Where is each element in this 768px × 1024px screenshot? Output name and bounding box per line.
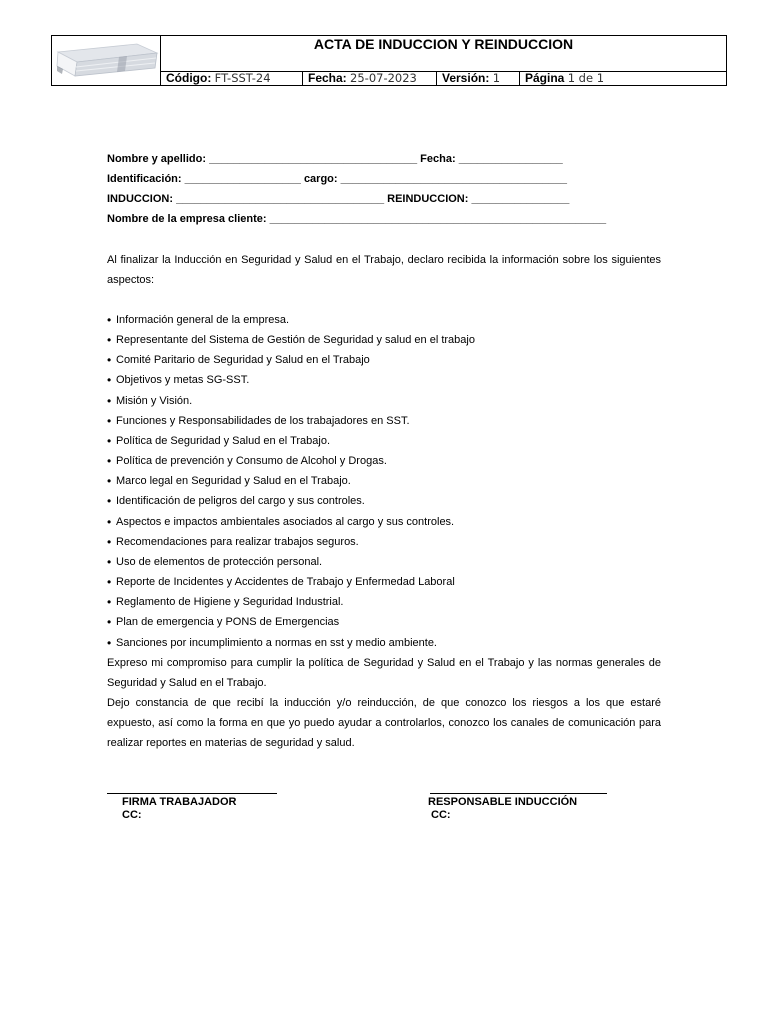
list-item: • Uso de elementos de protección personal. <box>107 552 661 572</box>
acknowledgement-paragraph: Dejo constancia de que recibí la inducción y/o reinducción, de que conozco los riesgos a los que estaré expuesto, así como la forma en que yo puedo ayudar a controlarlos, conozco los canales de comunicación para realizar reportes en materias de seguridad y salud. <box>107 696 661 750</box>
version-label: Versión: <box>442 72 490 85</box>
personal-data-form <box>107 149 606 229</box>
form-row-induction <box>107 189 606 209</box>
worker-signature-line <box>107 793 277 794</box>
position-blank: _____________________________________ <box>340 173 567 185</box>
code-label: Código: <box>166 72 212 85</box>
date-label: Fecha: <box>308 72 347 85</box>
code-cell <box>161 72 302 85</box>
client-company-blank: _______________________________________________________ <box>269 213 607 225</box>
date-field-blank: _________________ <box>458 153 563 165</box>
form-row-identification <box>107 169 606 189</box>
date-cell <box>302 72 436 85</box>
version-value: 1 <box>492 72 501 85</box>
list-item: • Marco legal en Seguridad y Salud en el Trabajo. <box>107 471 661 491</box>
identification-label: Identificación: <box>107 173 182 185</box>
page-cell <box>519 72 726 85</box>
form-row-name <box>107 149 606 169</box>
list-item: • Funciones y Responsabilidades de los trabajadores en SST. <box>107 411 661 431</box>
date-field-label: Fecha: <box>420 153 456 165</box>
name-blank: __________________________________ <box>209 153 418 165</box>
document-header <box>51 35 727 86</box>
list-item: • Misión y Visión. <box>107 391 661 411</box>
list-item: • Recomendaciones para realizar trabajos seguros. <box>107 532 661 552</box>
list-item: • Sanciones por incumplimiento a normas en sst y medio ambiente. <box>107 633 661 653</box>
position-label: cargo: <box>303 173 338 185</box>
list-item: • Reporte de Incidentes y Accidentes de Trabajo y Enfermedad Laboral <box>107 572 661 592</box>
list-item: • Objetivos y metas SG-SST. <box>107 370 661 390</box>
list-item: • Representante del Sistema de Gestión de Seguridad y salud en el trabajo <box>107 330 661 350</box>
responsible-signature-title: RESPONSABLE INDUCCIÓN <box>428 796 578 808</box>
worker-signature-title: FIRMA TRABAJADOR <box>122 796 237 808</box>
date-value: 25-07-2023 <box>350 72 417 85</box>
form-row-company <box>107 209 606 229</box>
induction-label: INDUCCION: <box>107 193 173 205</box>
list-item: • Identificación de peligros del cargo y sus controles. <box>107 491 661 511</box>
client-company-label: Nombre de la empresa cliente: <box>107 213 267 225</box>
list-item: • Información general de la empresa. <box>107 310 661 330</box>
list-item: • Aspectos e impactos ambientales asociados al cargo y sus controles. <box>107 512 661 532</box>
name-label: Nombre y apellido: <box>107 153 207 165</box>
document-title: ACTA DE INDUCCION Y REINDUCCION <box>313 36 574 52</box>
list-item: • Política de prevención y Consumo de Alcohol y Drogas. <box>107 451 661 471</box>
document-meta-row <box>160 72 726 85</box>
aspects-list <box>107 310 661 653</box>
page-label: Página <box>525 72 565 85</box>
induction-blank: __________________________________ <box>176 193 385 205</box>
worker-cc-label: CC: <box>122 809 142 821</box>
page-value: 1 de 1 <box>567 72 605 85</box>
reinduction-blank: ________________ <box>471 193 570 205</box>
logo-cell <box>52 36 160 85</box>
title-cell <box>160 36 726 72</box>
identification-blank: ___________________ <box>184 173 301 185</box>
responsible-signature-line <box>430 793 607 794</box>
responsible-cc-label: CC: <box>431 809 451 821</box>
version-cell <box>436 72 519 85</box>
list-item: • Reglamento de Higiene y Seguridad Industrial. <box>107 592 661 612</box>
code-value: FT-SST-24 <box>214 72 271 85</box>
document-body <box>107 310 661 753</box>
intro-paragraph: Al finalizar la Inducción en Seguridad y Salud en el Trabajo, declaro recibida la información sobre los siguientes aspectos: <box>107 254 661 286</box>
list-item: • Política de Seguridad y Salud en el Trabajo. <box>107 431 661 451</box>
list-item: • Plan de emergencia y PONS de Emergencias <box>107 612 661 632</box>
reinduction-label: REINDUCCION: <box>387 193 469 205</box>
list-item: • Comité Paritario de Seguridad y Salud en el Trabajo <box>107 350 661 370</box>
commitment-paragraph: Expreso mi compromiso para cumplir la política de Seguridad y Salud en el Trabajo y las normas generales de Seguridad y Salud en el Trabajo. <box>107 656 661 689</box>
company-logo <box>55 40 159 78</box>
